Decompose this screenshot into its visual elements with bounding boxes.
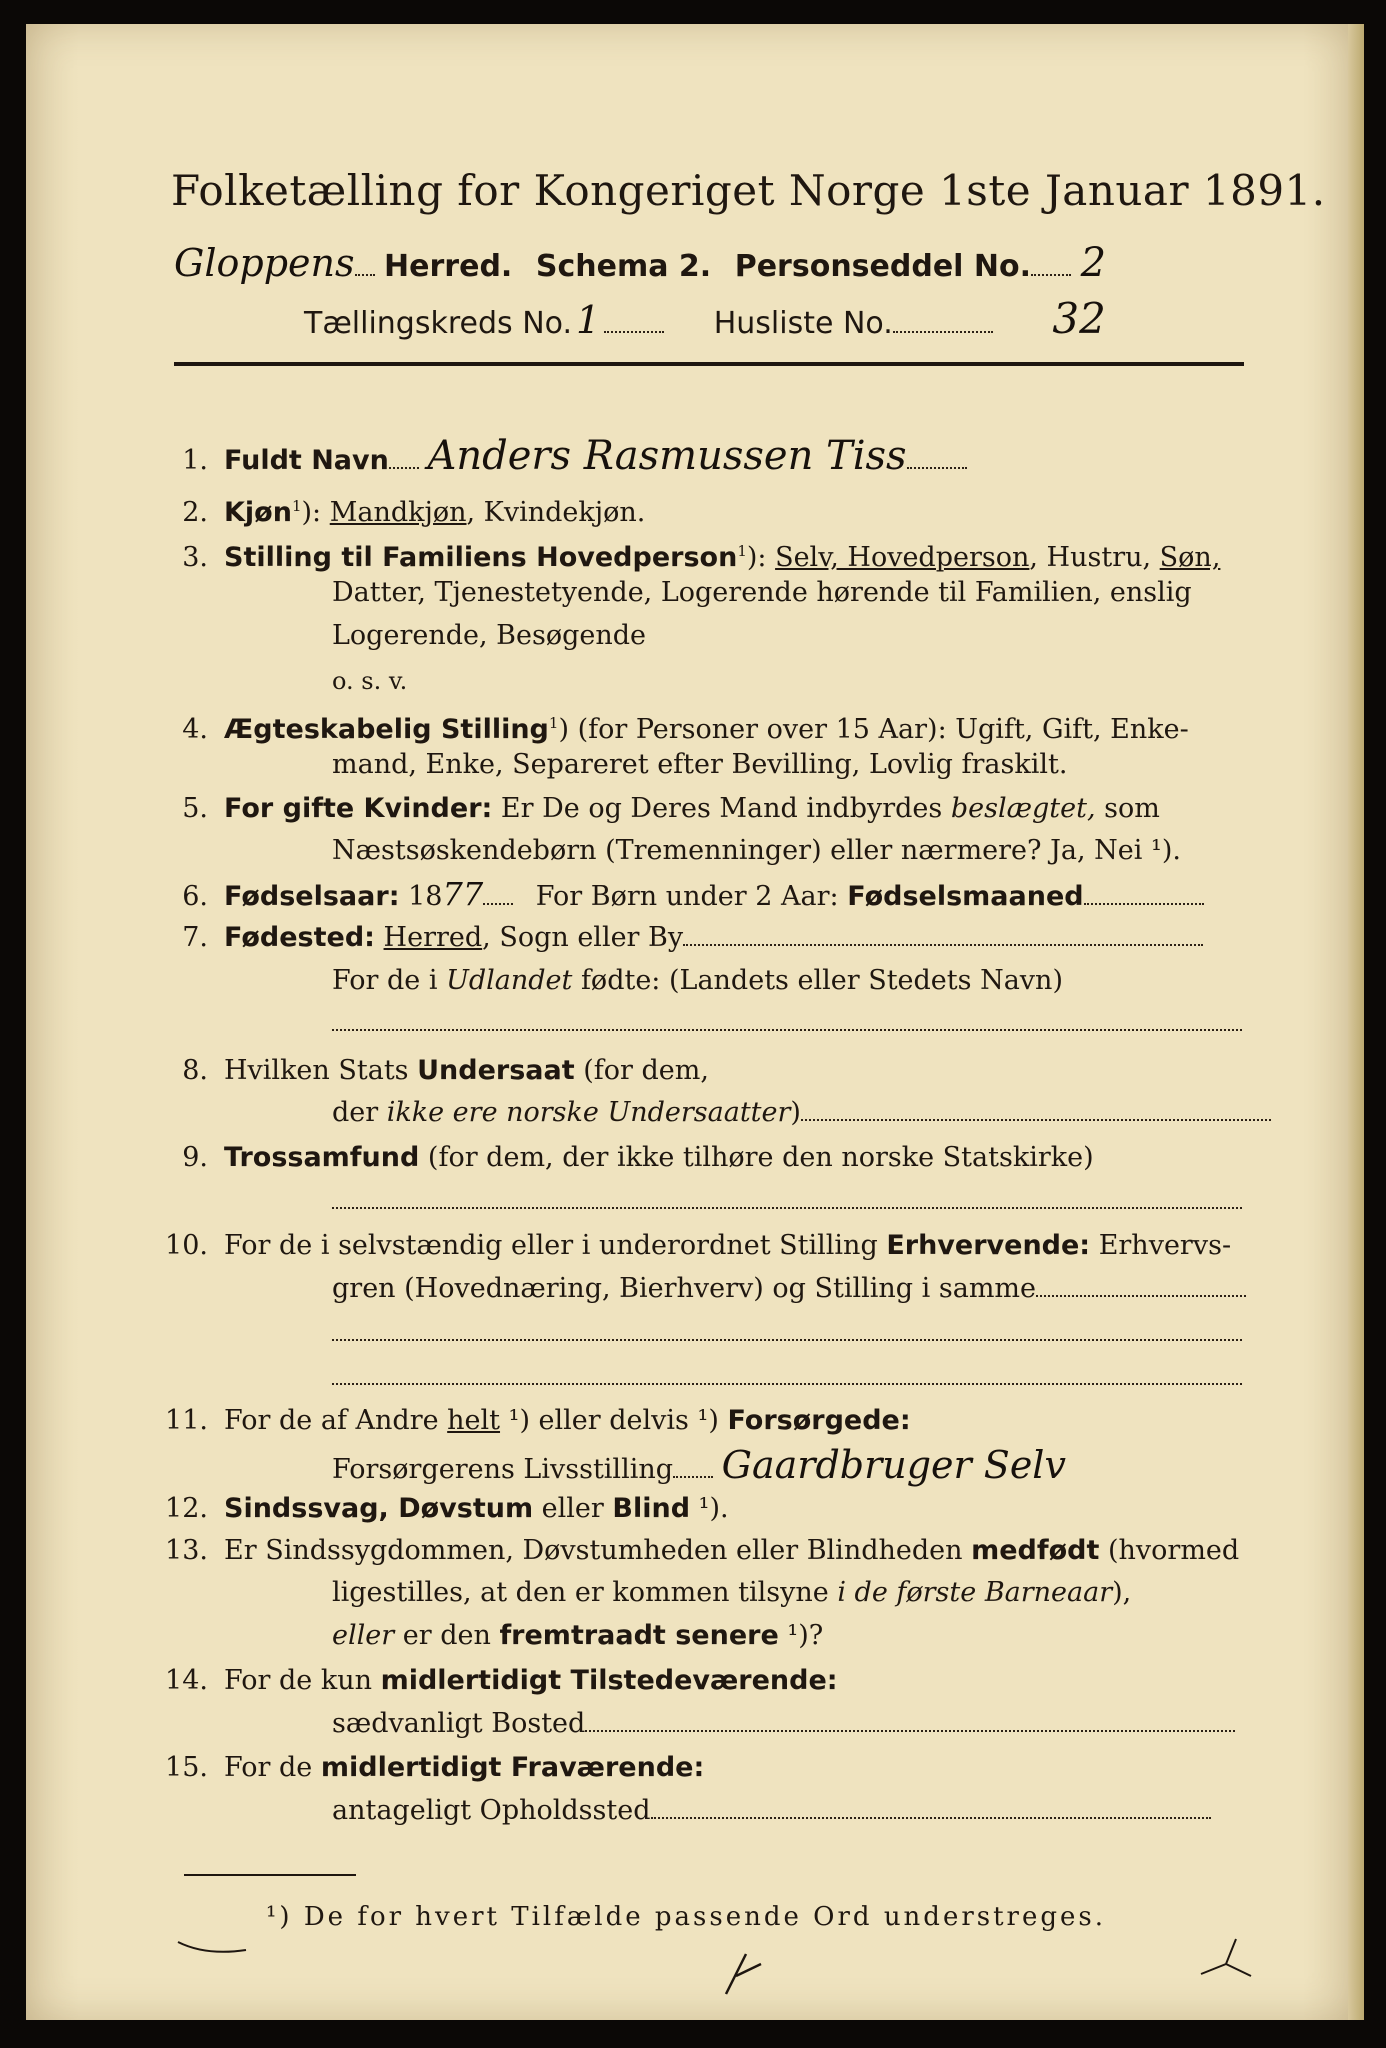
item-10-blank-line-1 xyxy=(332,1316,1242,1350)
husliste-number: 32 xyxy=(1052,294,1106,343)
item-10: 10. For de i selvstændig eller i underordnet Stilling Erhvervende: Erhvervs- xyxy=(165,1230,1232,1261)
full-name-label: Fuldt Navn xyxy=(224,445,389,476)
item-3-line-3: Logerende, Besøgende xyxy=(332,620,646,651)
item-10-blank-line-2 xyxy=(332,1360,1242,1394)
birthplace-label: Fødested: xyxy=(224,922,375,953)
pen-mark-left xyxy=(176,1934,256,1964)
item-10-line-2: gren (Hovednæring, Bierhverv) og Stilling i samme xyxy=(332,1272,1246,1306)
item-8: 8. Hvilken Stats Undersaat (for dem, xyxy=(182,1055,709,1086)
item-13-line-2: ligestilles, at den er kommen tilsyne i de første Barneaar), xyxy=(332,1577,1132,1608)
taellingskreds-label: Tællingskreds No. xyxy=(304,306,572,341)
herred-name: Gloppens xyxy=(174,241,355,285)
personseddel-number: 2 xyxy=(1080,240,1107,286)
header-line-2 xyxy=(304,294,1106,343)
personseddel-label: Personseddel No. xyxy=(734,249,1032,284)
header-rule xyxy=(174,362,1244,366)
census-form-page xyxy=(26,24,1356,2020)
item-7-blank-line xyxy=(332,1006,1242,1040)
item-14: 14. For de kun midlertidigt Tilstedeværende: xyxy=(165,1665,838,1696)
item-9-blank-line xyxy=(332,1184,1242,1218)
page-edge xyxy=(1348,24,1364,2020)
pen-mark-center xyxy=(716,1944,776,2004)
item-9: 9. Trossamfund (for dem, der ikke tilhøre den norske Statskirke) xyxy=(182,1142,1094,1173)
family-position-label: Stilling til Familiens Hovedperson xyxy=(224,542,738,573)
item-4-line-2: mand, Enke, Separeret efter Bevilling, Lovlig fraskilt. xyxy=(332,749,1068,780)
birth-year-label: Fødselsaar: xyxy=(224,881,400,912)
taellingskreds-number: 1 xyxy=(576,298,601,342)
item-3-line-4: o. s. v. xyxy=(332,667,408,695)
provider-occupation-answer: Gaardbruger Selv xyxy=(721,1443,1066,1487)
item-3: 3. Stilling til Familiens Hovedperson$^1$): Selv, Hovedperson, Hustru, Søn, xyxy=(182,542,1221,573)
religion-label: Trossamfund xyxy=(224,1142,420,1173)
item-7-line-2: For de i Udlandet fødte: (Landets eller Stedets Navn) xyxy=(332,965,1063,996)
item-13-line-3: eller er den fremtraadt senere ¹)? xyxy=(332,1620,824,1651)
sex-label: Kjøn xyxy=(224,497,292,528)
item-11: 11. For de af Andre helt ¹) eller delvis ¹) Forsørgede: xyxy=(165,1405,911,1436)
item-5-line-2: Næstsøskendebørn (Tremenninger) eller nærmere? Ja, Nei ¹). xyxy=(332,835,1181,866)
marital-status-label: Ægteskabelig Stilling xyxy=(224,714,549,745)
pen-mark-right xyxy=(1196,1934,1256,1984)
item-4: 4. Ægteskabelig Stilling$^1$) (for Personer over 15 Aar): Ugift, Gift, Enke- xyxy=(182,714,1189,745)
sex-male-option: Mandkjøn xyxy=(329,497,467,528)
married-women-label: For gifte Kvinder: xyxy=(224,793,493,824)
item-1: 1. Fuldt Navn Anders Rasmussen Tiss xyxy=(156,439,967,478)
header-line-1 xyxy=(174,240,1107,286)
husliste-label: Husliste No. xyxy=(713,306,893,341)
item-13: 13. Er Sindssygdommen, Døvstumheden eller Blindheden medfødt (hvormed xyxy=(165,1535,1240,1566)
full-name-answer: Anders Rasmussen Tiss xyxy=(427,433,907,479)
schema-label: Schema 2. xyxy=(535,249,712,284)
item-3-line-2: Datter, Tjenestetyende, Logerende hørende til Familien, enslig xyxy=(332,577,1192,608)
item-11-line-2: Forsørgerens Livsstilling Gaardbruger Selv xyxy=(332,1443,1066,1487)
item-5: 5. For gifte Kvinder: Er De og Deres Mand indbyrdes beslægtet, som xyxy=(182,793,1160,824)
item-8-line-2: der ikke ere norske Undersaatter) xyxy=(332,1096,1271,1130)
item-14-line-2: sædvanligt Bosted xyxy=(332,1707,1235,1741)
form-title: Folketælling for Kongeriget Norge 1ste Januar 1891. xyxy=(171,166,1326,215)
item-15-line-2: antageligt Opholdssted xyxy=(332,1794,1211,1828)
item-2: 2. Kjøn$^1$): Mandkjøn, Kvindekjøn. xyxy=(182,497,646,528)
item-7: 7. Fødested: Herred, Sogn eller By xyxy=(156,921,1203,955)
footnote: ¹) De for hvert Tilfælde passende Ord understreges. xyxy=(266,1902,1107,1932)
sex-female-option: , Kvindekjøn. xyxy=(466,497,646,528)
item-12: 12. Sindssvag, Døvstum eller Blind ¹). xyxy=(165,1493,729,1524)
birth-year-answer: 77 xyxy=(442,875,484,913)
herred-label: Herred. xyxy=(384,249,513,284)
item-6: 6. Fødselsaar: 1877 For Børn under 2 Aar: Fødselsmaaned xyxy=(156,877,1204,914)
item-15: 15. For de midlertidigt Fraværende: xyxy=(165,1752,705,1783)
footnote-rule xyxy=(184,1874,356,1876)
